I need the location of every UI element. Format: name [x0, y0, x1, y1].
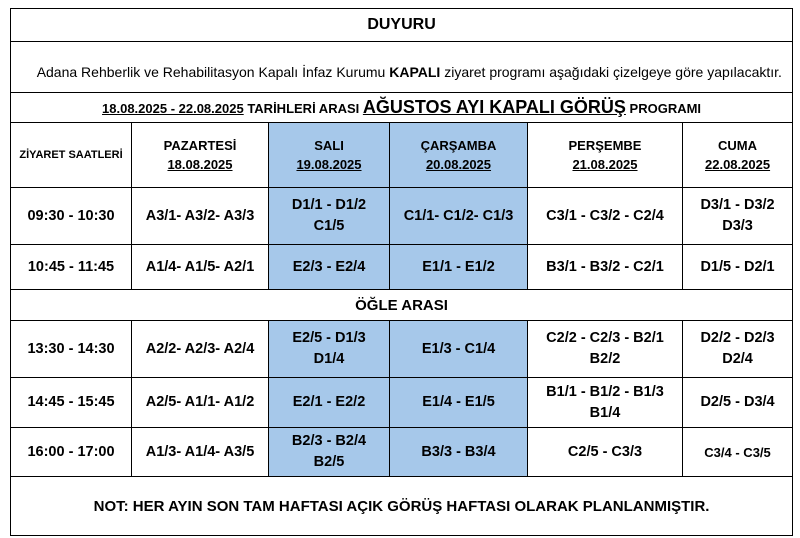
slot-cell-thursday: C3/1 - C3/2 - C2/4 — [528, 188, 683, 245]
day-header-thursday — [528, 123, 683, 188]
slot-time: 16:00 - 17:00 — [11, 428, 132, 477]
note-row — [11, 477, 793, 536]
slot-cell-friday — [683, 321, 793, 378]
day-date: 20.08.2025 — [425, 157, 492, 172]
slot-time: 09:30 - 10:30 — [11, 188, 132, 245]
intro-part1: Adana Rehberlik ve Rehabilitasyon Kapalı İnfaz Kurumu — [36, 64, 390, 80]
cell-line: C1/5 — [313, 218, 345, 234]
slot-cell-tuesday: E2/1 - E2/2 — [269, 378, 390, 428]
intro-row — [11, 42, 793, 93]
slot-time: 13:30 - 14:30 — [11, 321, 132, 378]
day-name: PERŞEMBE — [568, 138, 642, 153]
slot-cell-wednesday: E1/3 - C1/4 — [390, 321, 528, 378]
title-row — [11, 9, 793, 42]
slot-row — [11, 428, 793, 477]
day-header-monday — [132, 123, 269, 188]
intro-text — [11, 42, 793, 93]
program-title — [11, 93, 793, 123]
lunch-break: ÖĞLE ARASI — [11, 290, 793, 321]
program-suffix: PROGRAMI — [625, 101, 702, 116]
day-name: PAZARTESİ — [163, 138, 237, 153]
program-title-row — [11, 93, 793, 123]
program-big-title: AĞUSTOS AYI KAPALI GÖRÜŞ — [362, 97, 626, 117]
slot-cell-wednesday: E1/1 - E1/2 — [390, 245, 528, 290]
announcement-sheet — [10, 8, 792, 536]
day-name: CUMA — [718, 138, 758, 153]
day-date: 22.08.2025 — [705, 157, 771, 172]
slot-time: 10:45 - 11:45 — [11, 245, 132, 290]
slot-row — [11, 188, 793, 245]
slot-cell-friday: D1/5 - D2/1 — [683, 245, 793, 290]
program-range-suffix: TARİHLERİ ARASI — [243, 101, 363, 116]
cell-line: B1/1 - B1/2 - B1/3 — [546, 383, 664, 400]
slot-row — [11, 245, 793, 290]
day-date: 21.08.2025 — [572, 157, 638, 172]
cell-line: D3/1 - D3/2 — [700, 197, 775, 213]
cell-line: C2/2 - C2/3 - B2/1 — [546, 330, 664, 346]
slot-cell-tuesday — [269, 188, 390, 245]
slot-cell-thursday: B3/1 - B3/2 - C2/1 — [528, 245, 683, 290]
slot-cell-thursday — [528, 378, 683, 428]
slot-cell-thursday: C2/5 - C3/3 — [528, 428, 683, 477]
day-header-wednesday — [390, 123, 528, 188]
cell-line: D2/4 — [722, 351, 753, 367]
lunch-row — [11, 290, 793, 321]
slot-time: 14:45 - 15:45 — [11, 378, 132, 428]
time-column-header: ZİYARET SAATLERİ — [11, 123, 132, 188]
cell-line: D3/3 — [722, 218, 753, 234]
cell-line: E2/5 - D1/3 — [292, 330, 366, 346]
cell-line: D2/2 - D2/3 — [700, 330, 775, 346]
cell-line: B2/2 — [589, 351, 621, 367]
visit-schedule-table — [10, 8, 793, 536]
intro-part2: ziyaret programı aşağıdaki çizelgeye göre yapılacaktır. — [440, 64, 782, 80]
day-header-tuesday — [269, 123, 390, 188]
day-name: SALI — [314, 138, 344, 153]
cell-line: B2/5 — [313, 454, 345, 470]
header-row — [11, 123, 793, 188]
slot-cell-friday: D2/5 - D3/4 — [683, 378, 793, 428]
slot-cell-wednesday: B3/3 - B3/4 — [390, 428, 528, 477]
day-header-friday — [683, 123, 793, 188]
cell-line: D1/1 - D1/2 — [291, 197, 367, 213]
slot-cell-wednesday: E1/4 - E1/5 — [390, 378, 528, 428]
cell-line: D1/4 — [313, 351, 345, 367]
slot-cell-tuesday: E2/3 - E2/4 — [269, 245, 390, 290]
cell-line: B2/3 - B2/4 — [291, 433, 367, 449]
slot-cell-monday: A2/2- A2/3- A2/4 — [132, 321, 269, 378]
slot-cell-tuesday — [269, 428, 390, 477]
slot-cell-monday: A1/4- A1/5- A2/1 — [132, 245, 269, 290]
slot-cell-monday: A1/3- A1/4- A3/5 — [132, 428, 269, 477]
day-date: 19.08.2025 — [296, 157, 362, 172]
slot-cell-friday — [683, 188, 793, 245]
slot-cell-tuesday — [269, 321, 390, 378]
day-name: ÇARŞAMBA — [420, 138, 497, 153]
page-title: DUYURU — [11, 9, 793, 42]
slot-cell-monday: A3/1- A3/2- A3/3 — [132, 188, 269, 245]
program-date-range: 18.08.2025 - 22.08.2025 — [102, 101, 244, 116]
slot-row — [11, 321, 793, 378]
day-date: 18.08.2025 — [167, 157, 233, 172]
slot-cell-friday: C3/4 - C3/5 — [683, 428, 793, 477]
intro-bold: KAPALI — [389, 64, 441, 80]
slot-row — [11, 378, 793, 428]
slot-cell-thursday — [528, 321, 683, 378]
cell-line: B1/4 — [589, 404, 621, 421]
slot-cell-monday: A2/5- A1/1- A1/2 — [132, 378, 269, 428]
footer-note: NOT: HER AYIN SON TAM HAFTASI AÇIK GÖRÜŞ HAFTASI OLARAK PLANLANMIŞTIR. — [11, 477, 793, 536]
slot-cell-wednesday: C1/1- C1/2- C1/3 — [390, 188, 528, 245]
